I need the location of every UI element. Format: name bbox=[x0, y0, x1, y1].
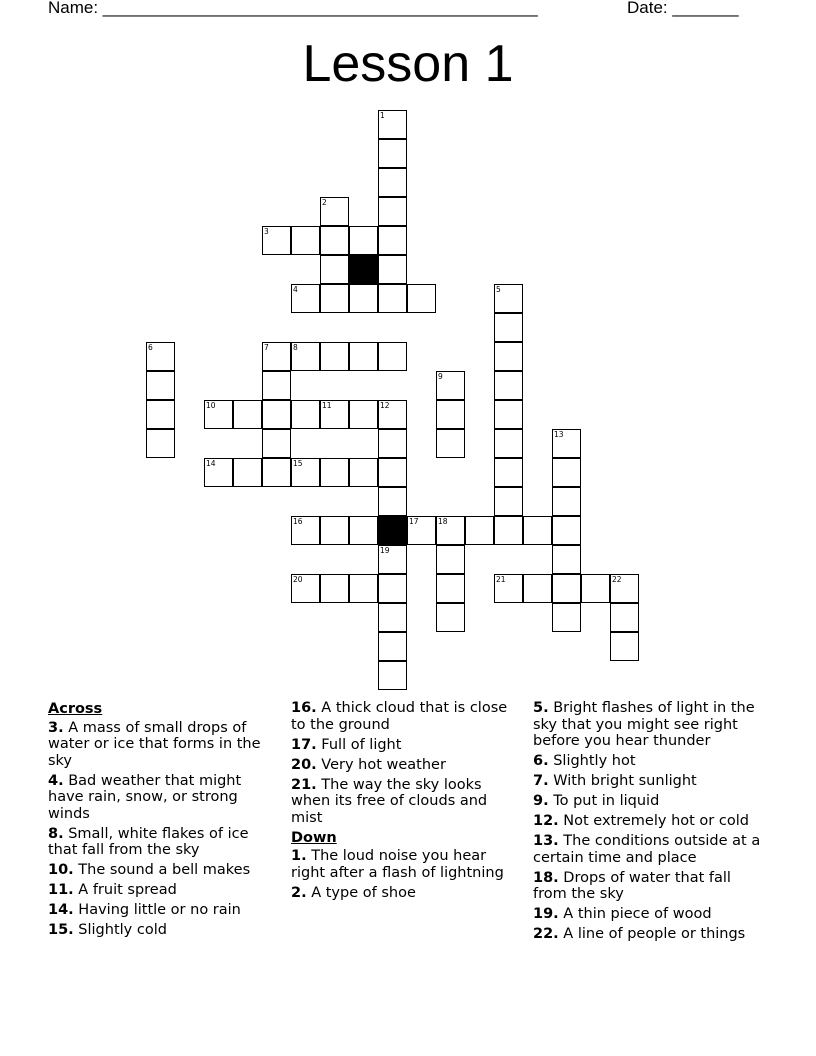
grid-cell[interactable] bbox=[349, 574, 378, 603]
grid-cell[interactable] bbox=[552, 458, 581, 487]
across-heading: Across bbox=[48, 701, 103, 717]
grid-cell[interactable] bbox=[494, 458, 523, 487]
grid-cell[interactable] bbox=[378, 661, 407, 690]
grid-cell[interactable] bbox=[320, 458, 349, 487]
grid-cell[interactable] bbox=[552, 516, 581, 545]
grid-cell[interactable] bbox=[610, 632, 639, 661]
grid-cell[interactable] bbox=[407, 516, 436, 545]
grid-cell[interactable] bbox=[320, 516, 349, 545]
grid-cell[interactable] bbox=[291, 574, 320, 603]
clue-across-21: 21. The way the sky looks when its free of clouds and mist bbox=[291, 776, 488, 826]
grid-cell[interactable] bbox=[349, 226, 378, 255]
cell-number: 14 bbox=[206, 459, 216, 468]
grid-cell[interactable] bbox=[378, 603, 407, 632]
grid-cell[interactable] bbox=[378, 255, 407, 284]
grid-cell[interactable] bbox=[349, 516, 378, 545]
grid-cell[interactable] bbox=[552, 545, 581, 574]
cell-number: 5 bbox=[496, 285, 501, 294]
grid-cell[interactable] bbox=[291, 284, 320, 313]
grid-cell[interactable] bbox=[320, 255, 349, 284]
black-square bbox=[378, 516, 407, 545]
cell-number: 13 bbox=[554, 430, 564, 439]
grid-cell[interactable] bbox=[436, 400, 465, 429]
clue-across-14: 14. Having little or no rain bbox=[48, 902, 241, 918]
grid-cell[interactable] bbox=[494, 516, 523, 545]
cell-number: 3 bbox=[264, 227, 269, 236]
cell-number: 16 bbox=[293, 517, 303, 526]
cell-number: 17 bbox=[409, 517, 419, 526]
grid-cell[interactable] bbox=[291, 226, 320, 255]
grid-cell[interactable] bbox=[494, 342, 523, 371]
grid-cell[interactable] bbox=[494, 371, 523, 400]
clue-down-7: 7. With bright sunlight bbox=[533, 773, 697, 789]
grid-cell[interactable] bbox=[262, 226, 291, 255]
clue-down-12: 12. Not extremely hot or cold bbox=[533, 813, 749, 829]
grid-cell[interactable] bbox=[552, 603, 581, 632]
grid-cell[interactable] bbox=[320, 400, 349, 429]
grid-cell[interactable] bbox=[494, 429, 523, 458]
grid-cell[interactable] bbox=[233, 400, 262, 429]
grid-cell[interactable] bbox=[204, 400, 233, 429]
grid-cell[interactable] bbox=[378, 197, 407, 226]
page-title: Lesson 1 bbox=[302, 35, 514, 93]
grid-cell[interactable] bbox=[552, 487, 581, 516]
grid-cell[interactable] bbox=[494, 400, 523, 429]
grid-cell[interactable] bbox=[436, 574, 465, 603]
grid-cell[interactable] bbox=[146, 429, 175, 458]
clue-across-15: 15. Slightly cold bbox=[48, 922, 167, 938]
clue-across-10: 10. The sound a bell makes bbox=[48, 862, 251, 878]
grid-cell[interactable] bbox=[262, 429, 291, 458]
grid-cell[interactable] bbox=[378, 574, 407, 603]
grid-cell[interactable] bbox=[320, 197, 349, 226]
black-square bbox=[349, 255, 378, 284]
grid-cell[interactable] bbox=[262, 458, 291, 487]
grid-cell[interactable] bbox=[378, 632, 407, 661]
cell-number: 8 bbox=[293, 343, 298, 352]
grid-cell[interactable] bbox=[581, 574, 610, 603]
date-field[interactable]: Date: _______ bbox=[627, 0, 739, 17]
clue-column-2 bbox=[291, 700, 523, 905]
grid-cell[interactable] bbox=[378, 226, 407, 255]
grid-cell[interactable] bbox=[465, 516, 494, 545]
grid-cell[interactable] bbox=[291, 400, 320, 429]
grid-cell[interactable] bbox=[349, 458, 378, 487]
cell-number: 1 bbox=[380, 111, 385, 120]
grid-cell[interactable] bbox=[204, 458, 233, 487]
grid-cell[interactable] bbox=[378, 487, 407, 516]
grid-cell[interactable] bbox=[291, 516, 320, 545]
grid-cell[interactable] bbox=[407, 284, 436, 313]
grid-cell[interactable] bbox=[349, 284, 378, 313]
grid-cell[interactable] bbox=[378, 168, 407, 197]
clue-across-8: 8. Small, white flakes of ice that fall from the sky bbox=[48, 825, 249, 858]
clue-down-2: 2. A type of shoe bbox=[291, 884, 416, 901]
cell-number: 7 bbox=[264, 343, 269, 352]
cell-number: 15 bbox=[293, 459, 303, 468]
clue-column-3 bbox=[533, 700, 765, 946]
grid-cell[interactable] bbox=[523, 516, 552, 545]
grid-cell[interactable] bbox=[378, 545, 407, 574]
cell-number: 10 bbox=[206, 401, 216, 410]
grid-cell[interactable] bbox=[436, 545, 465, 574]
grid-cell[interactable] bbox=[349, 342, 378, 371]
clue-down-9: 9. To put in liquid bbox=[533, 793, 660, 809]
grid-cell[interactable] bbox=[523, 574, 552, 603]
grid-cell[interactable] bbox=[320, 226, 349, 255]
clue-down-1: 1. The loud noise you hear right after a flash of lightning bbox=[291, 848, 504, 881]
cell-number: 18 bbox=[438, 517, 448, 526]
grid-cell[interactable] bbox=[378, 139, 407, 168]
clue-down-13: 13. The conditions outside at a certain time and place bbox=[533, 833, 761, 866]
cell-number: 4 bbox=[293, 285, 298, 294]
clue-column-1 bbox=[48, 700, 280, 942]
grid-cell[interactable] bbox=[233, 458, 262, 487]
grid-cell[interactable] bbox=[320, 574, 349, 603]
cell-number: 20 bbox=[293, 575, 303, 584]
clue-down-22: 22. A line of people or things bbox=[533, 926, 746, 942]
grid-cell[interactable] bbox=[146, 342, 175, 371]
grid-cell[interactable] bbox=[552, 429, 581, 458]
clue-down-6: 6. Slightly hot bbox=[533, 753, 636, 769]
grid-cell[interactable] bbox=[378, 284, 407, 313]
grid-cell[interactable] bbox=[378, 342, 407, 371]
grid-cell[interactable] bbox=[291, 342, 320, 371]
grid-cell[interactable] bbox=[378, 429, 407, 458]
grid-cell[interactable] bbox=[436, 429, 465, 458]
grid-cell[interactable] bbox=[494, 574, 523, 603]
grid-cell[interactable] bbox=[146, 371, 175, 400]
clue-down-19: 19. A thin piece of wood bbox=[533, 906, 712, 922]
name-field[interactable]: Name: ______________________________________________ bbox=[48, 0, 538, 17]
grid-cell[interactable] bbox=[436, 371, 465, 400]
grid-cell[interactable] bbox=[349, 400, 378, 429]
cell-number: 21 bbox=[496, 575, 506, 584]
cell-number: 11 bbox=[322, 401, 332, 410]
cell-number: 22 bbox=[612, 575, 622, 584]
grid-cell[interactable] bbox=[494, 313, 523, 342]
grid-cell[interactable] bbox=[436, 603, 465, 632]
clue-across-4: 4. Bad weather that might have rain, snow, or strong winds bbox=[48, 772, 242, 822]
down-heading: Down bbox=[291, 829, 337, 846]
clue-down-18: 18. Drops of water that fall from the sky bbox=[533, 869, 731, 902]
grid-cell[interactable] bbox=[610, 574, 639, 603]
cell-number: 2 bbox=[322, 198, 327, 207]
grid-cell[interactable] bbox=[436, 516, 465, 545]
grid-cell[interactable] bbox=[378, 110, 407, 139]
clue-across-3: 3. A mass of small drops of water or ice that forms in the sky bbox=[48, 719, 261, 769]
grid-cell[interactable] bbox=[320, 284, 349, 313]
cell-number: 6 bbox=[148, 343, 153, 352]
grid-cell[interactable] bbox=[320, 342, 349, 371]
grid-cell[interactable] bbox=[262, 342, 291, 371]
grid-cell[interactable] bbox=[494, 487, 523, 516]
grid-cell[interactable] bbox=[378, 458, 407, 487]
grid-cell[interactable] bbox=[610, 603, 639, 632]
clue-across-20: 20. Very hot weather bbox=[291, 756, 446, 773]
clue-across-17: 17. Full of light bbox=[291, 736, 402, 753]
grid-cell[interactable] bbox=[378, 400, 407, 429]
grid-cell[interactable] bbox=[291, 458, 320, 487]
clue-down-5: 5. Bright flashes of light in the sky that you might see right before you hear thunder bbox=[533, 700, 755, 749]
grid-cell[interactable] bbox=[146, 400, 175, 429]
grid-cell[interactable] bbox=[262, 371, 291, 400]
cell-number: 19 bbox=[380, 546, 390, 555]
clue-across-11: 11. A fruit spread bbox=[48, 882, 177, 898]
grid-cell[interactable] bbox=[494, 284, 523, 313]
cell-number: 9 bbox=[438, 372, 443, 381]
clue-across-16: 16. A thick cloud that is close to the ground bbox=[291, 700, 508, 733]
cell-number: 12 bbox=[380, 401, 390, 410]
grid-cell[interactable] bbox=[552, 574, 581, 603]
grid-cell[interactable] bbox=[262, 400, 291, 429]
